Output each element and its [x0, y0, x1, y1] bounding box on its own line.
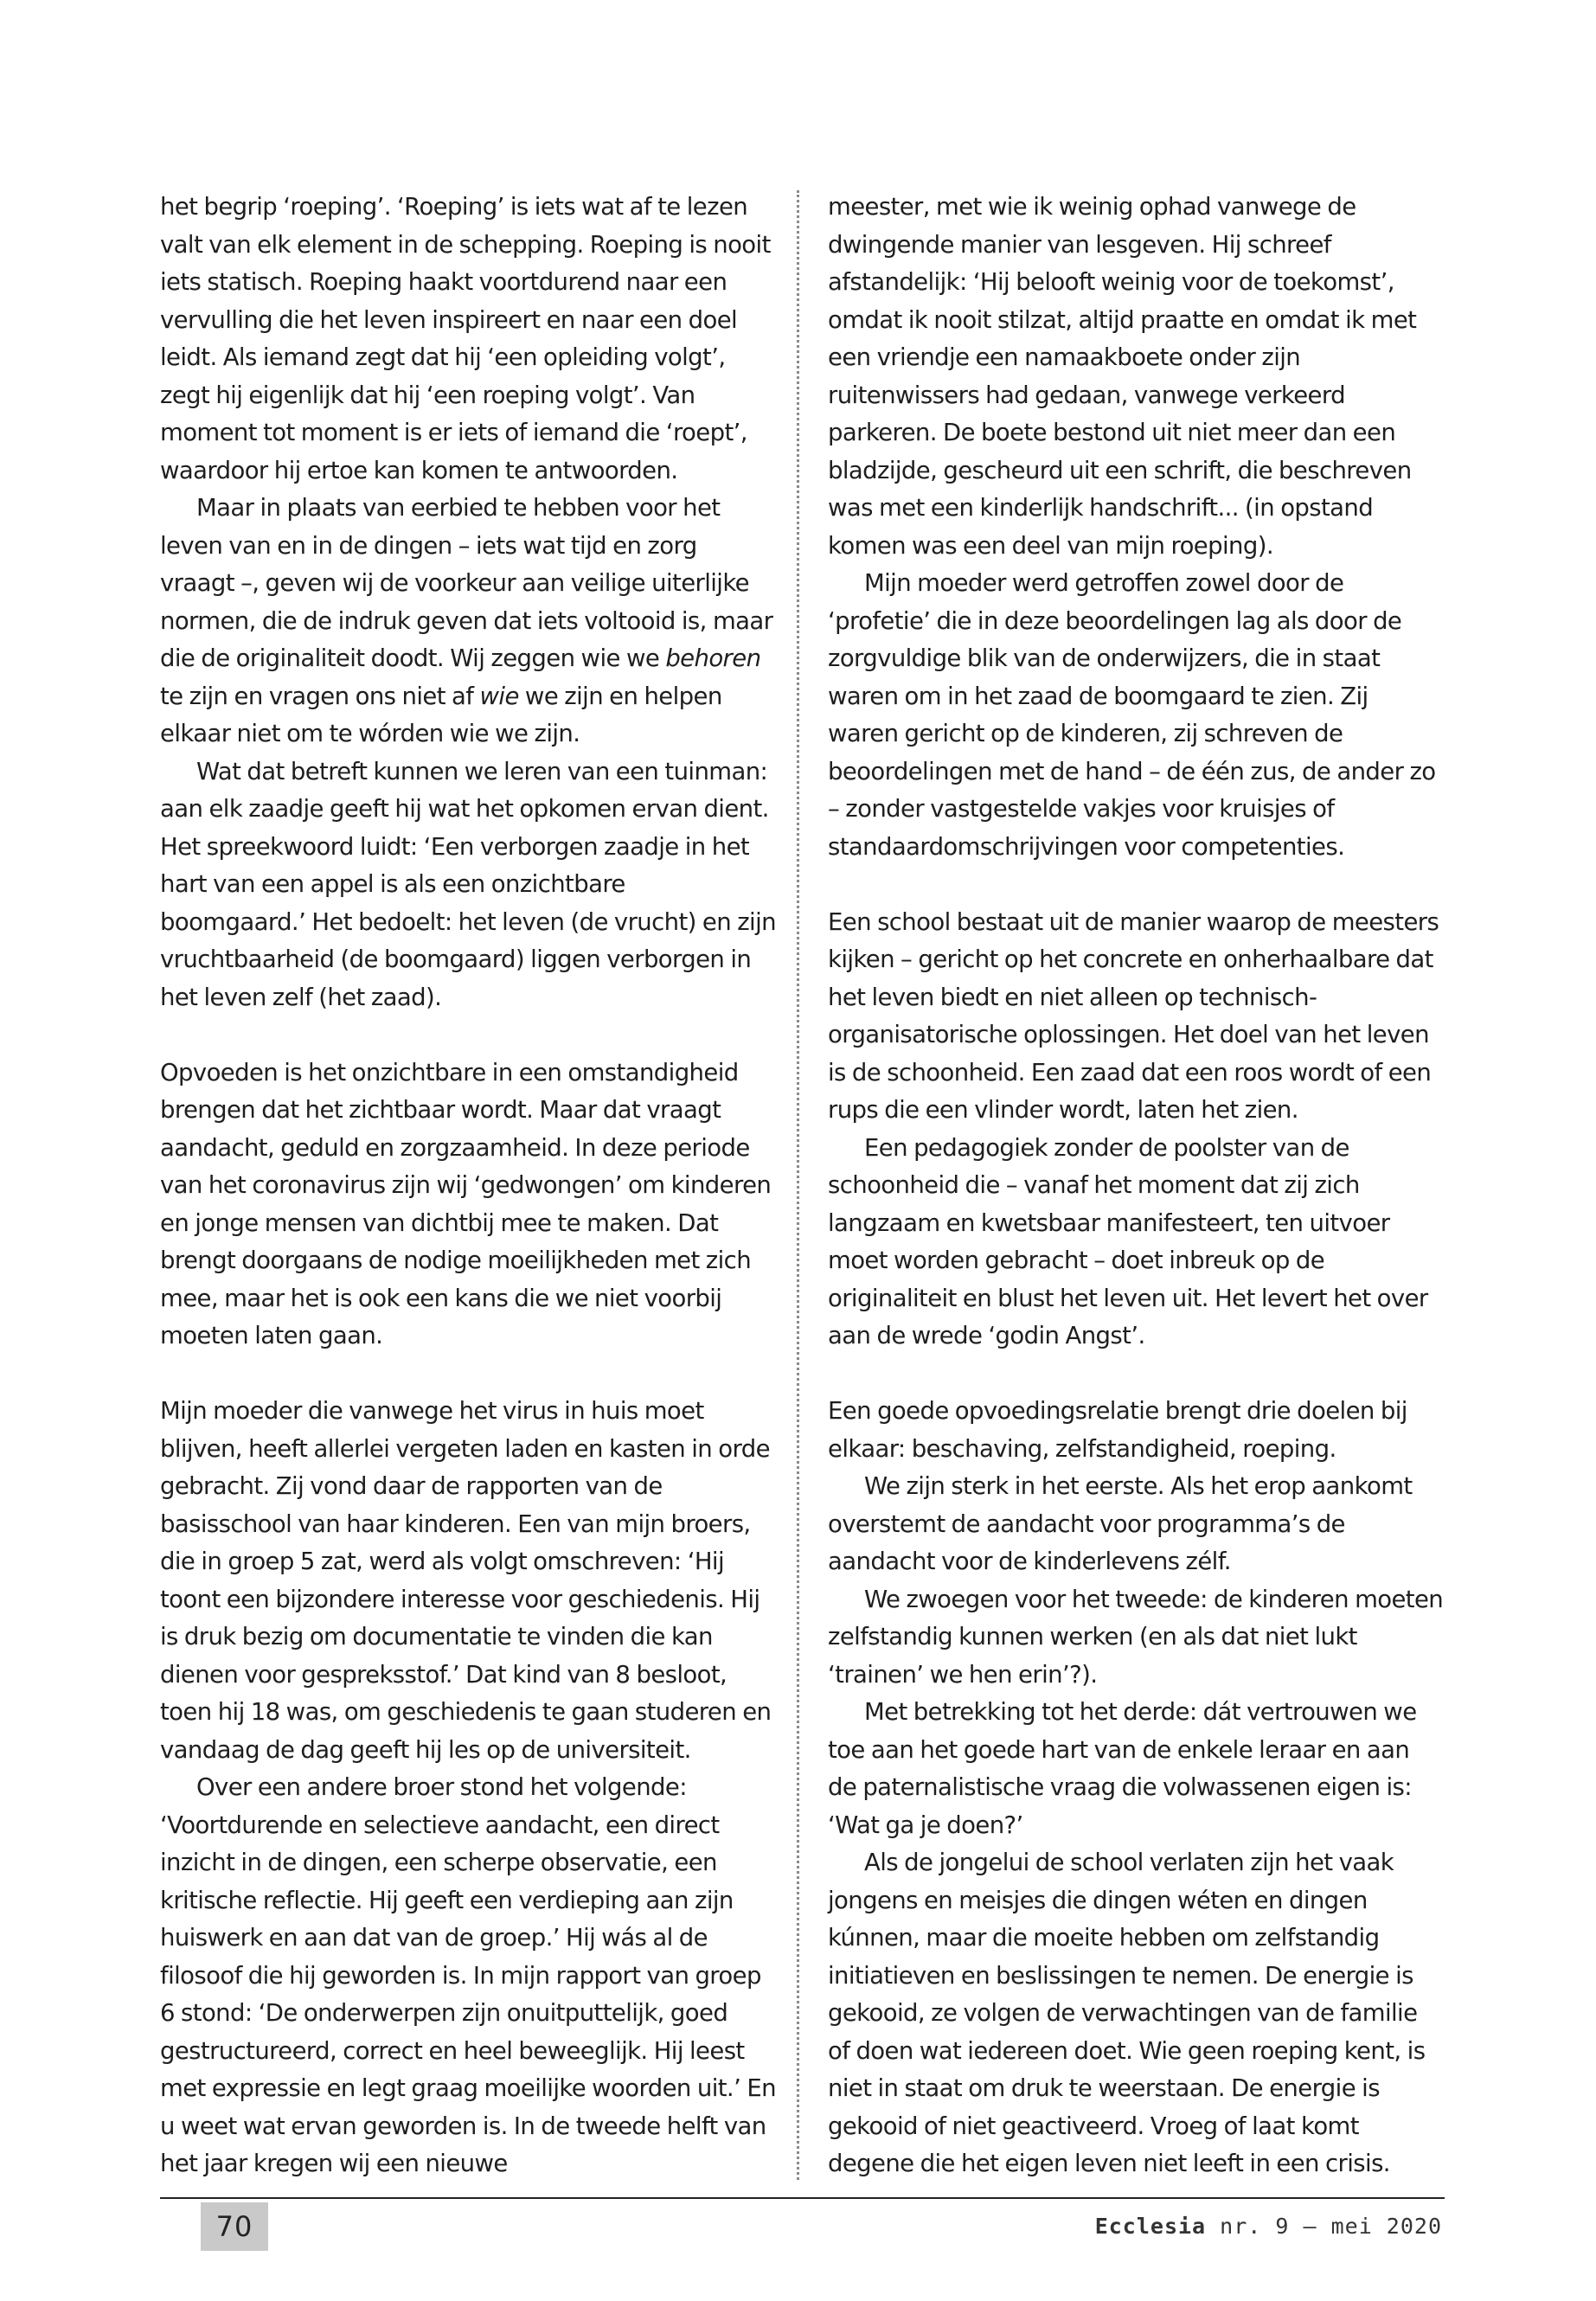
footer-publication-info [1095, 2202, 1442, 2251]
paragraph: Wat dat betreft kunnen we leren van een tuinman: aan elk zaadje geeft hij wat het opkomen ervan dient. Het spreekwoord luidt: ‘Een verborgen zaadje in het hart van een appel is als een onzichtbare boomgaard.’ Het bedoelt: het leven (de vrucht) en zijn vruchtbaarheid (de boomgaard) liggen verborgen in het leven zelf (het zaad). [160, 757, 776, 1011]
paragraph: het begrip ‘roeping’. ‘Roeping’ is iets wat af te lezen valt van elk element in de schepping. Roeping is nooit iets statisch. Roeping haakt voortdurend naar een vervulling die het leven inspireert en naar een doel leidt. Als iemand zegt dat hij ‘een opleiding volgt’, zegt hij eigenlijk dat hij ‘een roeping volgt’. Van moment tot moment is er iets of iemand die ‘roept’, waardoor hij ertoe kan komen te antwoorden. [160, 193, 771, 484]
paragraph-text: we zijn en helpen elkaar niet om te wórden wie we zijn. [160, 682, 722, 747]
paragraph: We zwoegen voor het tweede: de kinderen moeten zelfstandig kunnen werken (en als dat niet lukt ‘trainen’ we hen erin’?). [828, 1585, 1444, 1689]
right-column [828, 189, 1444, 2183]
footer-rule [160, 2197, 1445, 2199]
paragraph: Een school bestaat uit de manier waarop de meesters kijken – gericht op het concrete en onherhaalbare dat het leven biedt en niet alleen op technisch-organisatorische oplossingen. Het doel van het leven is de schoonheid. Een zaad dat een roos wordt of een rups die een vlinder wordt, laten het zien. [828, 907, 1439, 1124]
paragraph: We zijn sterk in het eerste. Als het erop aankomt overstemt de aandacht voor programma’s de aandacht voor de kinderlevens zélf. [828, 1472, 1413, 1575]
paragraph: meester, met wie ik weinig ophad vanwege de dwingende manier van lesgeven. Hij schreef afstandelijk: ‘Hij belooft weinig voor de toekomst’, omdat ik nooit stilzat, altijd praatte en omdat ik met een vriendje een namaakboete onder zijn ruitenwissers had gedaan, vanwege verkeerd parkeren. De boete bestond uit niet meer dan een bladzijde, gescheurd uit een schrift, die beschreven was met een kinderlijk handschrift... (in opstand komen was een deel van mijn roeping). [828, 193, 1417, 560]
paragraph: Opvoeden is het onzichtbare in een omstandigheid brengen dat het zichtbaar wordt. Maar dat vraagt aandacht, geduld en zorgzaamheid. In deze periode van het coronavirus zijn wij ‘gedwongen’ om kinderen en jonge mensen van dichtbij mee te maken. Dat brengt doorgaans de nodige moeilijkheden met zich mee, maar het is ook een kans die we niet voorbij moeten laten gaan. [160, 1058, 772, 1349]
emphasis-text: behoren [665, 644, 761, 672]
paragraph: Een pedagogiek zonder de poolster van de schoonheid die – vanaf het moment dat zij zich langzaam en kwetsbaar manifesteert, ten uitvoer moet worden gebracht – doet inbreuk op de originaliteit en blust het leven uit. Het levert het over aan de wrede ‘godin Angst’. [828, 1133, 1428, 1349]
publication-name: Ecclesia [1094, 2214, 1207, 2239]
left-column [160, 189, 776, 2183]
paragraph-text: Maar in plaats van eerbied te hebben voor het leven van en in de dingen – iets wat tijd en zorg vraagt –, geven wij de voorkeur aan veilige uiterlijke normen, die de indruk geven dat iets voltooid is, maar die de originaliteit doodt. Wij zeggen wie we [160, 494, 773, 672]
paragraph: Een goede opvoedingsrelatie brengt drie doelen bij elkaar: beschaving, zelfstandigheid, roeping. [828, 1397, 1407, 1463]
paragraph: Als de jongelui de school verlaten zijn het vaak jongens en meisjes die dingen wéten en dingen kúnnen, maar die moeite hebben om zelfstandig initiatieven en beslissingen te nemen. De energie is gekooid, ze volgen de verwachtingen van de familie of doen wat iedereen doet. Wie geen roeping kent, is niet in staat om druk te weerstaan. De energie is gekooid of niet geactiveerd. Vroeg of laat komt degene die het eigen leven niet leeft in een crisis. [828, 1849, 1426, 2177]
paragraph [160, 490, 776, 753]
column-divider [797, 190, 799, 2180]
paragraph: Met betrekking tot het derde: dát vertrouwen we toe aan het goede hart van de enkele leraar en aan de paternalistische vraag die volwassenen eigen is: ‘Wat ga je doen?’ [828, 1698, 1417, 1839]
paragraph: Mijn moeder die vanwege het virus in huis moet blijven, heeft allerlei vergeten laden en kasten in orde gebracht. Zij vond daar de rapporten van de basisschool van haar kinderen. Een van mijn broers, die in groep 5 zat, werd als volgt omschreven: ‘Hij toont een bijzondere interesse voor geschiedenis. Hij is druk bezig om documentatie te vinden die kan dienen voor gespreksstof.’ Dat kind van 8 besloot, toen hij 18 was, om geschiedenis te gaan studeren en vandaag de dag geeft hij les op de universiteit. [160, 1397, 772, 1764]
emphasis-text: wie [479, 682, 519, 710]
issue-info: nr. 9 — mei 2020 [1206, 2214, 1442, 2239]
paragraph: Mijn moeder werd getroffen zowel door de ‘profetie’ die in deze beoordelingen lag als door de zorgvuldige blik van de onderwijzers, die in staat waren om in het zaad de boomgaard te zien. Zij waren gericht op de kinderen, zij schreven de beoordelingen met de hand – de één zus, de ander zo – zonder vastgestelde vakjes voor kruisjes of standaardomschrijvingen voor competenties. [828, 569, 1436, 861]
paragraph-text: te zijn en vragen ons niet af [160, 682, 480, 710]
page-number: 70 [201, 2202, 268, 2251]
paragraph: Over een andere broer stond het volgende: ‘Voortdurende en selectieve aandacht, een direct inzicht in de dingen, een scherpe observatie, een kritische reflectie. Hij geeft een verdieping aan zijn huiswerk en aan dat van de groep.’ Hij wás al de filosoof die hij geworden is. In mijn rapport van groep 6 stond: ‘De onderwerpen zijn onuitputtelijk, goed gestructureerd, correct en heel beweeglijk. Hij leest met expressie en legt graag moeilijke woorden uit.’ En u weet wat ervan geworden is. In de tweede helft van het jaar kregen wij een nieuwe [160, 1773, 776, 2177]
